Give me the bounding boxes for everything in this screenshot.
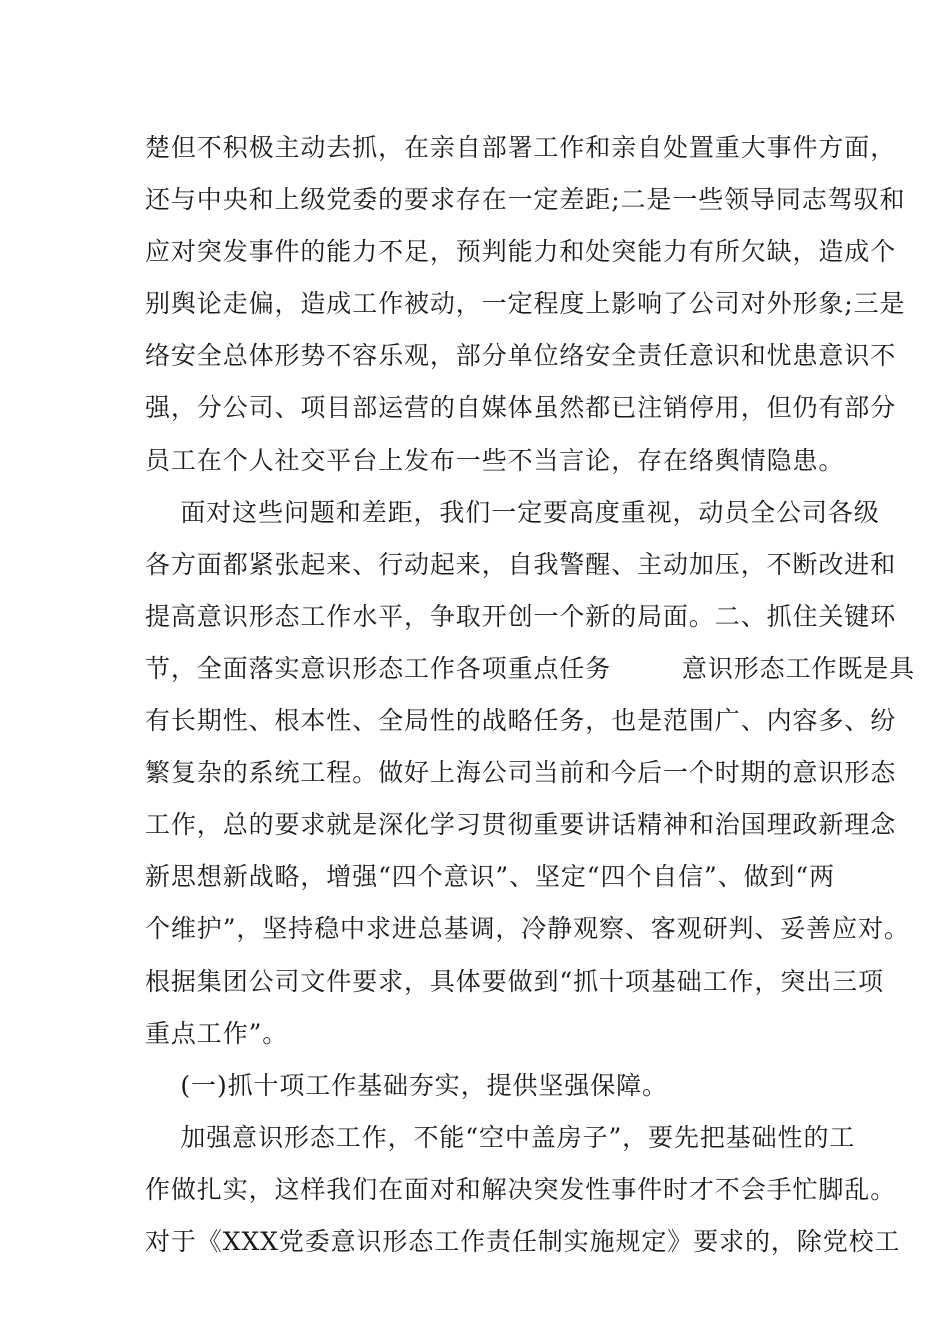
text-line: 根据集团公司文件要求，具体要做到“抓十项基础工作，突出三项: [145, 966, 884, 996]
text-line: 员工在个人社交平台上发布一些不当言论，存在络舆情隐患。: [145, 445, 845, 475]
text-line: (一)抓十项工作基础夯实，提供坚强保障。: [145, 1070, 668, 1100]
text-line: 对于《XXX党委意识形态工作责任制实施规定》要求的，除党校工: [145, 1226, 901, 1256]
text-line: 应对突发事件的能力不足，预判能力和处突能力有所欠缺，造成个: [145, 237, 897, 267]
text-line: 还与中央和上级党委的要求存在一定差距;二是一些领导同志驾驭和: [145, 185, 906, 215]
text-line: 作做扎实，这样我们在面对和解决突发性事件时才不会手忙脚乱。: [145, 1174, 897, 1204]
text-line: 节，全面落实意识形态工作各项重点任务 意识形态工作既是具: [145, 653, 916, 683]
text-line: 有长期性、根本性、全局性的战略任务，也是范围广、内容多、纷: [145, 706, 897, 736]
text-line: 繁复杂的系统工程。做好上海公司当前和今后一个时期的意识形态: [145, 758, 897, 788]
text-line: 络安全总体形势不容乐观，部分单位络安全责任意识和忧患意识不: [145, 341, 897, 371]
text-line: 强，分公司、项目部运营的自媒体虽然都已注销停用，但仍有部分: [145, 393, 897, 423]
text-line: 各方面都紧张起来、行动起来，自我警醒、主动加压，不断改进和: [145, 549, 897, 579]
text-line: 提高意识形态工作水平，争取开创一个新的局面。二、抓住关键环: [145, 601, 897, 631]
body-text: [145, 128, 916, 1274]
text-line: 新思想新战略，增强“四个意识”、坚定“四个自信”、做到“两: [145, 862, 836, 892]
text-line: 别舆论走偏，造成工作被动，一定程度上影响了公司对外形象;三是: [145, 289, 906, 319]
text-line: 加强意识形态工作，不能“空中盖房子”，要先把基础性的工: [145, 1122, 856, 1152]
text-line: 楚但不积极主动去抓，在亲自部署工作和亲自处置重大事件方面，: [145, 133, 897, 162]
text-line: 工作，总的要求就是深化学习贯彻重要讲话精神和治国理政新理念: [145, 810, 897, 840]
text-line: 重点工作”。: [145, 1018, 289, 1048]
text-line: 个维护”，坚持稳中求进总基调，冷静观察、客观研判、妥善应对。: [145, 914, 910, 944]
text-line: 面对这些问题和差距，我们一定要高度重视，动员全公司各级: [145, 497, 880, 527]
